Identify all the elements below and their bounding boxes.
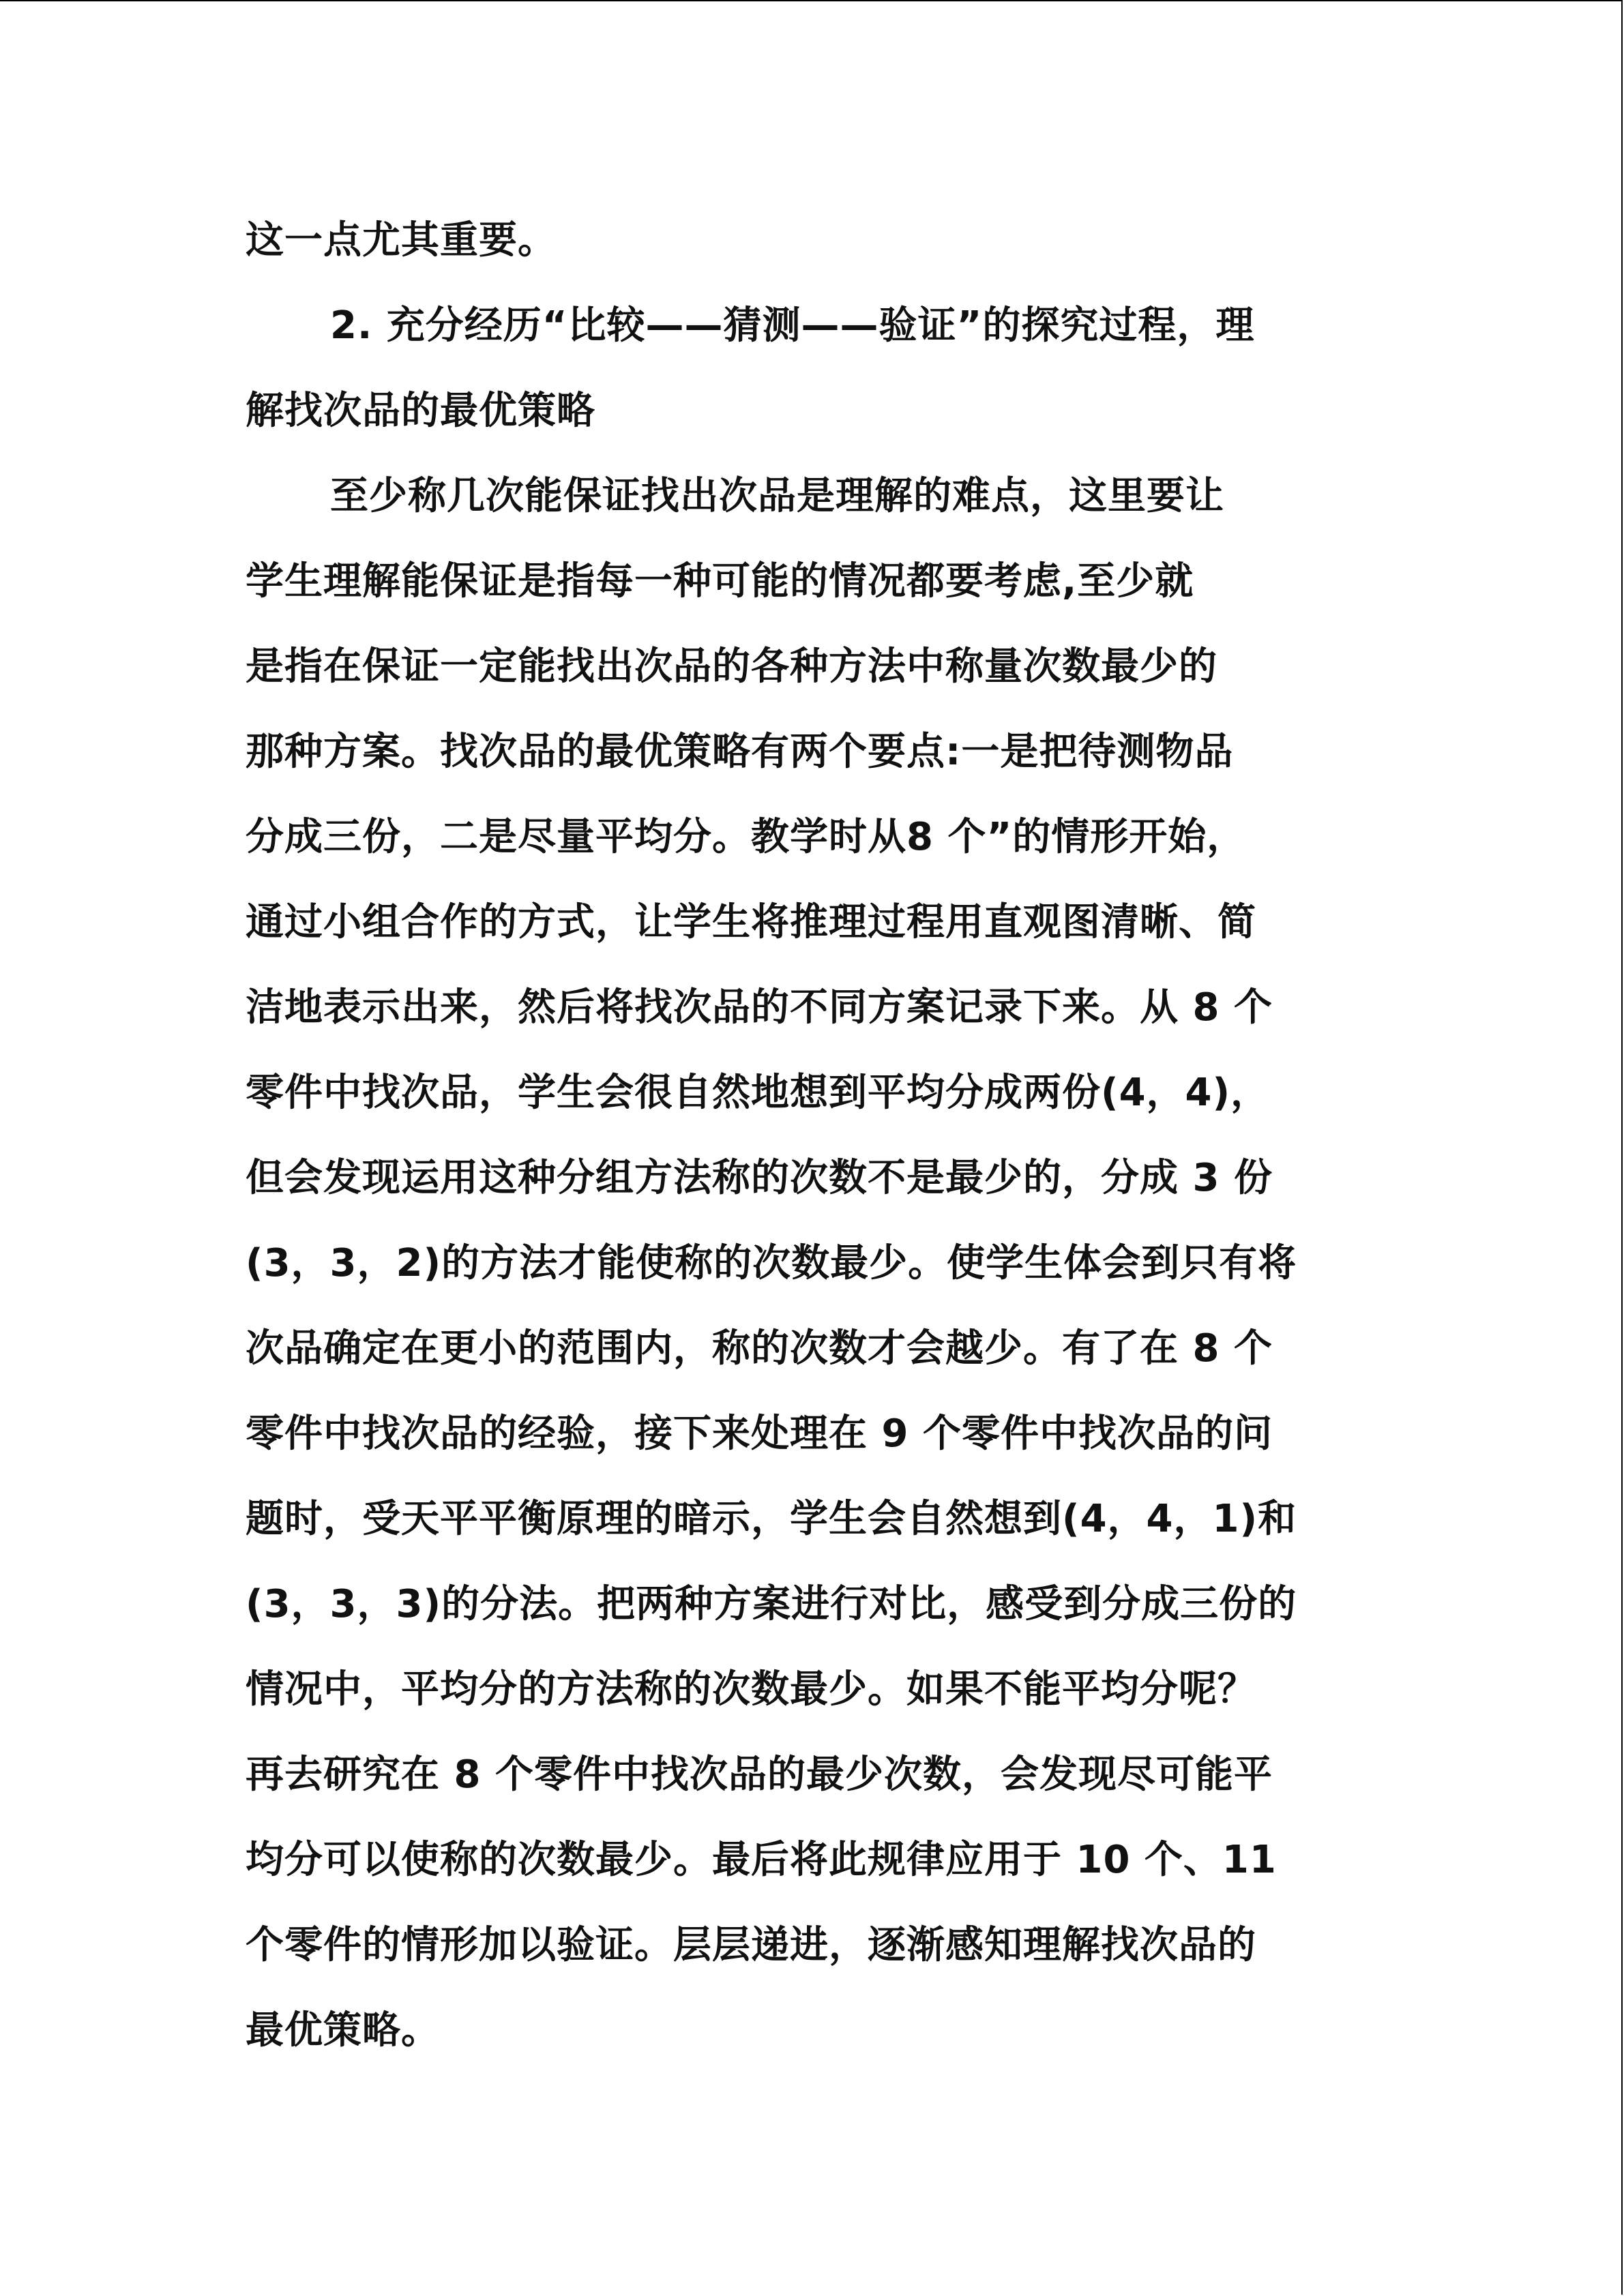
text-line: 学生理解能保证是指每一种可能的情况都要考虑,至少就 <box>246 559 1194 603</box>
text-line: 零件中找次品，学生会很自然地想到平均分成两份(4，4)， <box>246 1071 1270 1115</box>
text-line: 次品确定在更小的范围内，称的次数才会越少。有了在 8 个 <box>246 1326 1273 1371</box>
text-line: 题时，受天平平衡原理的暗示，学生会自然想到(4，4，1)和 <box>246 1497 1297 1541</box>
text-line: 个零件的情形加以验证。层层递进，逐渐感知理解找次品的 <box>246 1923 1256 1967</box>
text-line: 分成三份，二是尽量平均分。教学时从8 个”的情形开始， <box>246 815 1246 859</box>
text-line: 这一点尤其重要。 <box>246 218 557 263</box>
text-line: 零件中找次品的经验，接下来处理在 9 个零件中找次品的问 <box>246 1412 1273 1456</box>
paragraph-first-line: 至少称几次能保证找出次品是理解的难点，这里要让 <box>330 474 1224 518</box>
section-heading-continued: 解找次品的最优策略 <box>246 389 595 433</box>
text-line: 那种方案。找次品的最优策略有两个要点:一是把待测物品 <box>246 730 1234 774</box>
text-line: 再去研究在 8 个零件中找次品的最少次数，会发现尽可能平 <box>246 1753 1273 1797</box>
text-line: 通过小组合作的方式，让学生将推理过程用直观图清晰、简 <box>246 900 1256 944</box>
text-line: 均分可以使称的次数最少。最后将此规律应用于 10 个、11 <box>246 1838 1277 1882</box>
text-line: 最优策略。 <box>246 2008 440 2053</box>
text-line: 洁地表示出来，然后将找次品的不同方案记录下来。从 8 个 <box>246 985 1273 1030</box>
document-body <box>246 198 1378 2073</box>
text-line: (3，3，2)的方法才能使称的次数最少。使学生体会到只有将 <box>246 1241 1297 1285</box>
text-line: 但会发现运用这种分组方法称的次数不是最少的，分成 3 份 <box>246 1156 1273 1200</box>
section-heading: 2. 充分经历“比较——猜测——验证”的探究过程，理 <box>330 303 1255 348</box>
text-line: 情况中，平均分的方法称的次数最少。如果不能平均分呢？ <box>246 1667 1256 1712</box>
text-line: (3，3，3)的分法。把两种方案进行对比，感受到分成三份的 <box>246 1582 1297 1626</box>
text-line: 是指在保证一定能找出次品的各种方法中称量次数最少的 <box>246 644 1217 689</box>
